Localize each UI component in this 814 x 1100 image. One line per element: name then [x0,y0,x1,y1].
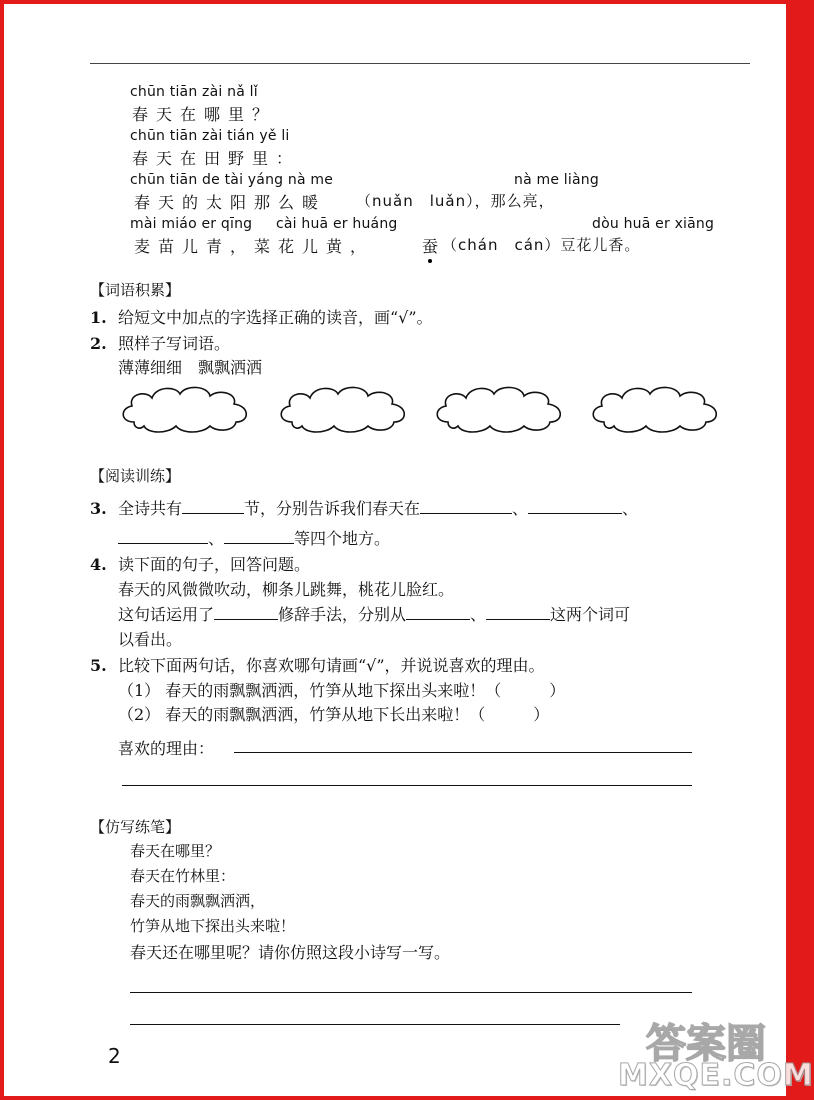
q3-blank-count[interactable] [182,499,244,514]
question-4: 4. 读下面的句子，回答问题。 [90,555,311,574]
pinyin-text: mài miáo er qīng [130,216,253,232]
watermark-logo: 答案圈 [646,1021,766,1067]
writing-instruction: 春天还在哪里呢？请你仿照这段小诗写一写。 [130,943,451,962]
hanzi-text: 春天的太阳那么暖 [134,193,327,212]
q4-blank-word-2[interactable] [486,605,550,620]
writing-poem-line-4: 竹笋从地下探出头来啦！ [130,917,296,935]
q3-blank-place-3[interactable] [118,529,208,544]
poem-line-1 [126,82,766,126]
question-4-line-2: 以看出。 [118,630,183,649]
pinyin-text: cài huā er huáng [276,216,398,232]
hanzi-row [126,190,766,214]
pinyin-text: dòu huā er xiāng [592,216,715,232]
hanzi-row [126,234,766,258]
section-writing-heading: 【仿写练笔】 [90,818,181,836]
page-number: 2 [108,1044,121,1068]
pinyin-row [126,126,766,146]
pinyin-row [126,82,766,102]
hanzi-text: 春天在田野里： [132,149,301,168]
worksheet-page [4,4,814,1096]
question-4-sentence: 春天的风微微吹动，柳条儿跳舞，桃花儿脸红。 [118,580,455,599]
reason-answer-line-1[interactable] [234,752,692,753]
hanzi-text: 春天在哪里？ [132,105,277,124]
section-reading-heading: 【阅读训练】 [90,467,181,485]
cloud-box-2[interactable] [274,380,414,436]
poem-block [126,82,766,258]
question-5-reason-label: 喜欢的理由： [118,739,215,758]
cloud-box-1[interactable] [116,380,256,436]
question-5-option-1[interactable]: （1） 春天的雨飘飘洒洒，竹笋从地下探出头来啦！（ ） [118,681,566,700]
cloud-box-3[interactable] [430,380,570,436]
question-1: 1. 给短文中加点的字选择正确的读音，画“√”。 [90,308,433,327]
writing-poem-line-1: 春天在哪里？ [130,842,221,860]
writing-poem-line-3: 春天的雨飘飘洒洒， [130,892,266,910]
question-3-line-2: 、 等四个地方。 [118,526,390,549]
writing-answer-line-1[interactable] [130,992,692,993]
question-5-option-2[interactable]: （2） 春天的雨飘飘洒洒，竹笋从地下长出来啦！（ ） [118,705,550,724]
pinyin-row [126,170,766,190]
writing-poem-line-2: 春天在竹林里： [130,867,236,885]
dotted-character: 蚕 [422,234,446,257]
cloud-answer-boxes [116,380,726,436]
pronunciation-options[interactable]: （chán cán）豆花儿香。 [442,236,641,254]
watermark-url: MXQE.COM [618,1058,814,1093]
hanzi-row [126,102,766,126]
question-4-line-1: 这句话运用了 修辞手法，分别从 、 这两个词可 [118,605,631,624]
q4-blank-rhetoric[interactable] [214,605,278,620]
hanzi-row [126,146,766,170]
poem-line-4 [126,214,766,258]
q3-blank-place-1[interactable] [420,499,512,514]
question-2-example: 薄薄细细 飘飘洒洒 [118,358,263,377]
pinyin-text: chūn tiān de tài yáng nà me [130,172,334,188]
hanzi-text: 麦苗儿青，菜花儿黄， [134,237,375,256]
q3-blank-place-4[interactable] [224,529,294,544]
pinyin-text: chūn tiān zài tián yě li [130,128,290,144]
q3-blank-place-2[interactable] [528,499,622,514]
cloud-box-4[interactable] [586,380,726,436]
section-vocab-heading: 【词语积累】 [90,281,181,299]
question-3-line-1: 3. 全诗共有 节，分别告诉我们春天在 、 、 [90,499,639,518]
pinyin-text: nà me liàng [514,172,599,188]
reason-answer-line-2[interactable] [122,785,692,786]
pronunciation-options[interactable]: （nuǎn luǎn），那么亮， [356,192,555,210]
poem-line-3 [126,170,766,214]
question-5: 5. 比较下面两句话，你喜欢哪句请画“√”，并说说喜欢的理由。 [90,656,545,675]
pinyin-text: chūn tiān zài nǎ lǐ [130,84,258,100]
question-2: 2. 照样子写词语。 [90,334,231,353]
watermark [618,1012,814,1096]
q4-blank-word-1[interactable] [406,605,470,620]
header-rule [90,63,750,64]
pinyin-row [126,214,766,234]
poem-line-2 [126,126,766,170]
writing-answer-line-2[interactable] [130,1024,620,1025]
